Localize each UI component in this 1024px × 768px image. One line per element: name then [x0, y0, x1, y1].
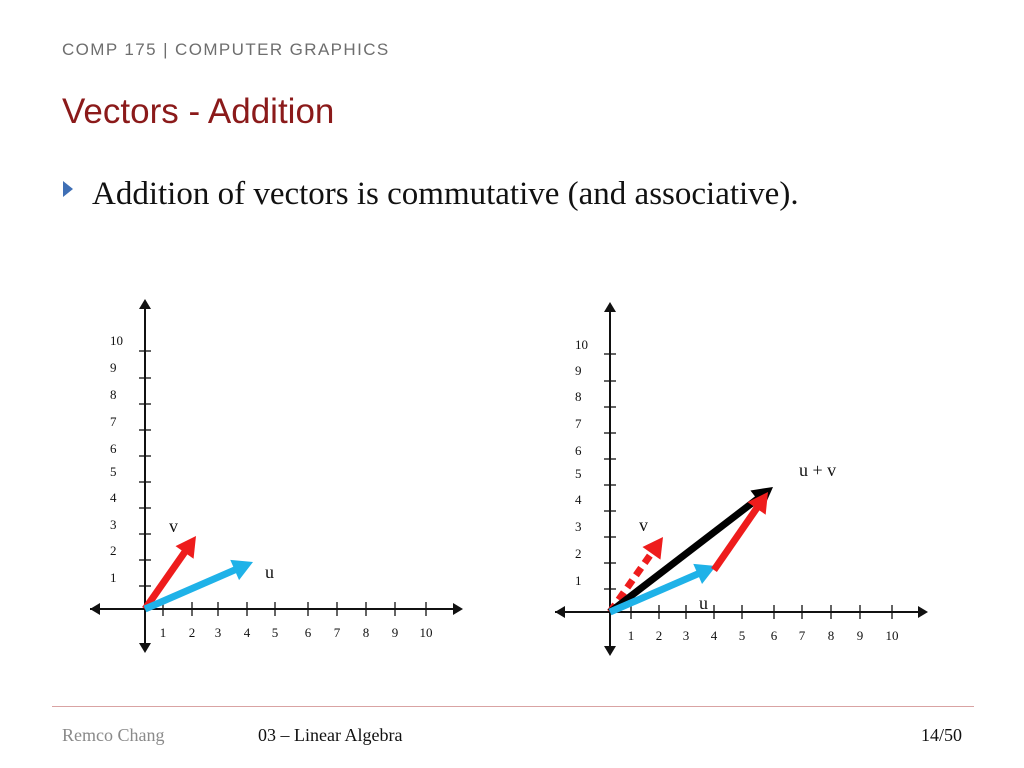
x-tick-label: 1 — [159, 625, 167, 640]
v-label: v — [169, 516, 178, 536]
sum-vector-shaft — [610, 498, 759, 612]
y-tick-label: 1 — [110, 570, 117, 585]
footer-topic: 03 – Linear Algebra — [258, 725, 403, 745]
y-tick-label: 3 — [575, 519, 582, 534]
bullet-text: Addition of vectors is commutative (and associative). — [92, 176, 799, 212]
x-tick-label: 3 — [214, 625, 222, 640]
x-tick-label: 10 — [419, 625, 433, 640]
x-tick-label: 4 — [710, 628, 718, 643]
y-tick-label: 4 — [110, 490, 117, 505]
y-tick-label: 7 — [110, 414, 117, 429]
y-tick-label: 9 — [575, 363, 582, 378]
y-tick-label: 9 — [110, 360, 117, 375]
y-tick-label: 2 — [110, 543, 117, 558]
y-tick-label: 10 — [110, 333, 123, 348]
y-tick-label: 2 — [575, 546, 582, 561]
slide-title: Vectors - Addition — [62, 92, 335, 131]
y-tick-label: 6 — [575, 443, 582, 458]
y-axis-top-arrow — [139, 299, 151, 309]
left-vector-plot — [90, 299, 463, 653]
y-tick-label: 3 — [110, 517, 117, 532]
footer-divider — [52, 706, 974, 707]
x-tick-label: 9 — [856, 628, 864, 643]
x-tick-label: 8 — [362, 625, 370, 640]
y-tick-label: 10 — [575, 337, 588, 352]
x-axis-right-arrow — [918, 606, 928, 618]
x-tick-label: 2 — [655, 628, 663, 643]
y-tick-label: 7 — [575, 416, 582, 431]
v-label: v — [639, 515, 648, 535]
x-tick-label: 10 — [885, 628, 899, 643]
x-axis-left-arrow — [555, 606, 565, 618]
x-tick-label: 6 — [304, 625, 312, 640]
x-tick-label: 5 — [271, 625, 279, 640]
u-label: u — [265, 562, 274, 582]
y-axis-bottom-arrow — [604, 646, 616, 656]
x-axis-left-arrow — [90, 603, 100, 615]
y-tick-label: 5 — [575, 466, 582, 481]
y-tick-label: 5 — [110, 464, 117, 479]
footer-author: Remco Chang — [62, 725, 165, 745]
footer-page-number: 14/50 — [920, 725, 962, 745]
x-tick-label: 1 — [627, 628, 635, 643]
x-tick-label: 7 — [333, 625, 341, 640]
x-tick-label: 2 — [188, 625, 196, 640]
y-tick-label: 8 — [575, 389, 582, 404]
sum-label: u + v — [799, 460, 837, 480]
y-tick-label: 8 — [110, 387, 117, 402]
y-tick-label: 4 — [575, 492, 582, 507]
x-tick-label: 5 — [738, 628, 746, 643]
x-tick-label: 6 — [770, 628, 778, 643]
x-tick-label: 4 — [243, 625, 251, 640]
x-tick-label: 3 — [682, 628, 690, 643]
right-vector-plot — [555, 302, 928, 656]
x-tick-label: 9 — [391, 625, 399, 640]
x-tick-label: 7 — [798, 628, 806, 643]
y-axis-top-arrow — [604, 302, 616, 312]
course-header: COMP 175 | COMPUTER GRAPHICS — [62, 40, 390, 59]
x-axis-right-arrow — [453, 603, 463, 615]
y-tick-label: 1 — [575, 573, 582, 588]
y-axis-bottom-arrow — [139, 643, 151, 653]
u-label: u — [699, 593, 708, 613]
y-tick-label: 6 — [110, 441, 117, 456]
x-tick-label: 8 — [827, 628, 835, 643]
